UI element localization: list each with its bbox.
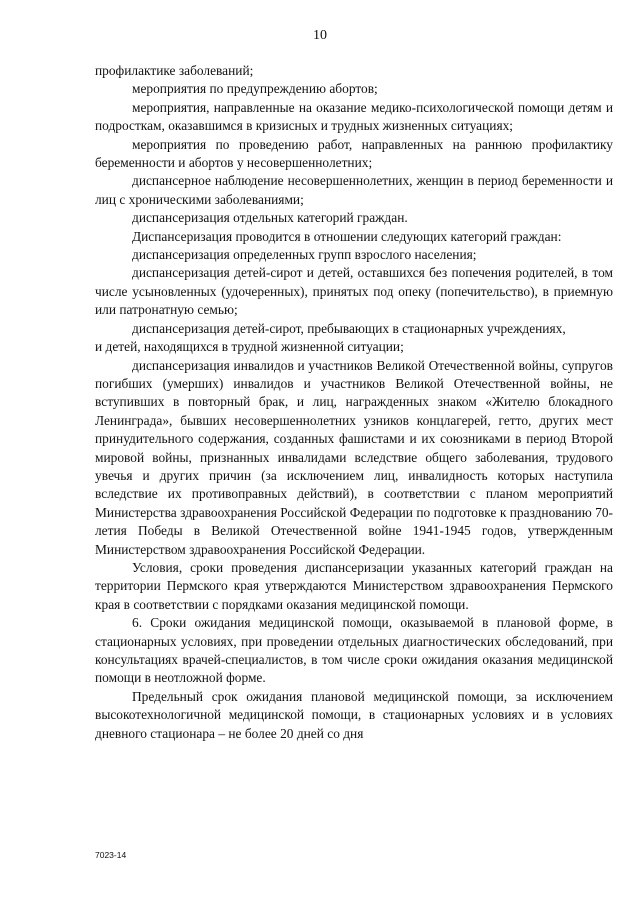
paragraph: диспансеризация инвалидов и участников Великой Отечественной войны, супругов погибших (умерших) инвалидов и участников Великой Отечественной войны, не вступивших в повторный брак, и лиц, награжденных знаком «Жителю блокадного Ленинграда», бывших несовершеннолетних узников концлагерей, гетто, других мест принудительного содержания, созданных фашистами и их союзниками в период Второй мировой войны, признанных инвалидами вследствие общего заболевания, трудового увечья и других причин (за исключением лиц, инвалидность которых наступила вследствие их противоправных действий), в соответствии с планом мероприятий Министерства здравоохранения Российской Федерации по подготовке к празднованию 70-летия Победы в Великой Отечественной войне 1941-1945 годов, утвержденным Министерством здравоохранения Российской Федерации. — [95, 357, 613, 557]
page-number: 10 — [313, 28, 327, 43]
paragraph: 6. Сроки ожидания медицинской помощи, оказываемой в плановой форме, в стационарных условиях, при проведении отдельных диагностических обследований, при консультациях врачей-специалистов, в том числе сроки ожидания оказания медицинской помощи в неотложной форме. — [95, 615, 613, 686]
paragraph: мероприятия по предупреждению абортов; — [132, 81, 378, 97]
paragraph: диспансерное наблюдение несовершеннолетних, женщин в период беременности и лиц с хроническими заболеваниями; — [95, 173, 613, 207]
document-body — [95, 62, 613, 743]
paragraph: диспансеризация детей-сирот, пребывающих в стационарных учреждениях, — [132, 320, 566, 336]
paragraph: Предельный срок ожидания плановой медицинской помощи, за исключением высокотехнологичной медицинской помощи, в стационарных условиях и в условиях дневного стационара – не более 20 дней со дня — [95, 688, 613, 741]
paragraph: Диспансеризация проводится в отношении следующих категорий граждан: — [132, 228, 562, 244]
paragraph: мероприятия, направленные на оказание медико-психологической помощи детям и подросткам, оказавшимся в кризисных и трудных жизненных ситуациях; — [95, 99, 613, 134]
paragraph: и детей, находящихся в трудной жизненной ситуации; — [95, 339, 404, 355]
paragraph: мероприятия по проведению работ, направленных на раннюю профилактику беременности и абортов у несовершеннолетних; — [95, 136, 613, 171]
paragraph: Условия, сроки проведения диспансеризации указанных категорий граждан на территории Пермского края утверждаются Министерством здравоохранения Пермского края в соответствии с порядками оказания медицинской помощи. — [95, 559, 613, 612]
footer-code: 7023-14 — [95, 850, 127, 860]
paragraph: диспансеризация детей-сирот и детей, оставшихся без попечения родителей, в том числе усыновленных (удочеренных), принятых под опеку (попечительство), в приемную или патронатную семью; — [95, 265, 613, 318]
paragraph: профилактике заболеваний; — [95, 63, 254, 78]
paragraph: диспансеризация определенных групп взрослого населения; — [132, 247, 477, 263]
paragraph: диспансеризация отдельных категорий граждан. — [132, 210, 408, 226]
